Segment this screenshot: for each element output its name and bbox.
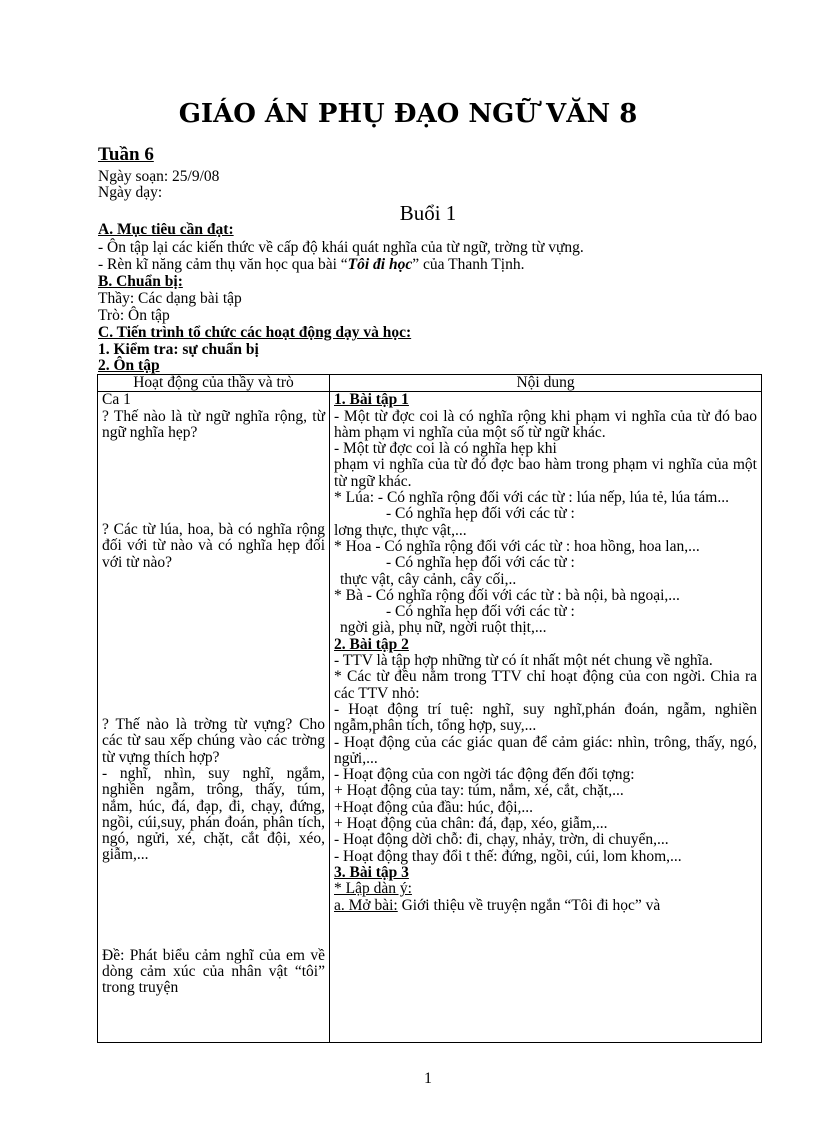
grandmother-narrow: - Có nghĩa hẹp đối với các từ : (386, 603, 575, 621)
question-3-words: - nghĩ, nhìn, suy nghĩ, ngắm, nghiền ngẫm, trông, thấy, túm, nắm, húc, đá, đạp, đi, chạy, đứng, ngồi, cúi,suy, phán đoán, phân tích, ngó, ngửi, xé, chặt, cắt đội, xéo, giẫm,... (102, 764, 325, 864)
exercise-3-heading: 3. Bài tập 3 (334, 863, 409, 881)
flower-narrow: - Có nghĩa hẹp đối với các từ : (386, 554, 575, 572)
teaching-date: Ngày dạy: (98, 184, 163, 201)
lesson-table (97, 374, 762, 1043)
question-1: ? Thế nào là từ ngữ nghĩa rộng, từ ngữ nghĩa hẹp? (102, 407, 325, 441)
shift-label: Ca 1 (102, 391, 131, 409)
student-preparation: Trò: Ôn tập (98, 307, 170, 324)
rice-broad: * Lúa: - Có nghĩa rộng đối với các từ : lúa nếp, lúa tẻ, lúa tám... (334, 489, 729, 507)
grandmother-broad: * Bà - Có nghĩa rộng đối với các từ : bà nội, bà ngoại,... (334, 586, 680, 604)
objective-line-2 (98, 257, 524, 273)
foot-activity: + Hoạt động của chân: đá, đạp, xéo, giẫm,... (334, 815, 608, 833)
semantic-field-definition: - TTV là tập hợp những từ có ít nhất một nét chung về nghĩa. (334, 652, 713, 670)
question-2: ? Các từ lúa, hoa, bà có nghĩa rộng đối với từ nào và có nghĩa hẹp đối với từ nào? (102, 521, 325, 571)
rice-narrow-words: lơng thực, thực vật,... (334, 521, 467, 539)
objective-line-2-post: ” của Thanh Tịnh. (412, 256, 525, 273)
content-cell (330, 392, 762, 1043)
teacher-preparation: Thầy: Các dạng bài tập (98, 290, 242, 307)
document-title: GIÁO ÁN PHỤ ĐẠO NGỮ VĂN 8 (178, 99, 638, 129)
broad-meaning-definition: - Một từ đợc coi là có nghĩa rộng khi phạm vi nghĩa của từ đó bao hàm phạm vi nghĩa của một số từ ngữ khác. (334, 407, 757, 441)
session-heading: Buổi 1 (399, 201, 457, 225)
objective-line-2-pre: - Rèn kĩ năng cảm thụ văn học qua bài “ (98, 256, 348, 273)
exercise-2-heading: 2. Bài tập 2 (334, 635, 409, 653)
essay-prompt: Đề: Phát biểu cảm nghĩ của em về dòng cảm xúc của nhân vật “tôi” trong truyện (102, 946, 325, 997)
grandmother-narrow-words: ngời già, phụ nữ, ngời ruột thịt,... (340, 619, 547, 637)
table-row (98, 392, 762, 1043)
section-c-heading: C. Tiến trình tổ chức các hoạt động dạy và học: (98, 324, 412, 341)
page-number: 1 (424, 1070, 432, 1087)
hand-activity: + Hoạt động của tay: túm, nắm, xé, cắt, chặt,... (334, 782, 624, 800)
semantic-field-note: * Các từ đều nằm trong TTV chỉ hoạt động của con ngời. Chia ra các TTV nhỏ: (334, 668, 757, 702)
flower-broad: * Hoa - Có nghĩa rộng đối với các từ : hoa hồng, hoa lan,... (334, 537, 700, 555)
step-2-review: 2. Ôn tập (98, 357, 160, 374)
posture-activity: - Hoạt động thay đổi t thế: đứng, ngồi, cúi, lom khom,... (334, 847, 682, 865)
table-header-row (98, 375, 762, 392)
exercise-1-heading: 1. Bài tập 1 (334, 391, 409, 409)
section-b-heading: B. Chuẩn bị: (98, 273, 183, 290)
header-teacher-student: Hoạt động của thầy và trò (98, 375, 330, 392)
outline-label: * Lập dàn ý: (334, 880, 412, 898)
movement-activity: - Hoạt động dời chỗ: đi, chạy, nhảy, trờn, di chuyển,... (334, 831, 669, 849)
head-activity: +Hoạt động của đầu: húc, đội,... (334, 798, 534, 816)
sensory-activity: - Hoạt động của các giác quan để cảm giác: nhìn, trông, thấy, ngó, ngửi,... (334, 733, 757, 767)
introduction-label: a. Mở bài: (334, 896, 398, 914)
section-a-heading: A. Mục tiêu cần đạt: (98, 221, 234, 238)
objective-line-1: - Ôn tập lại các kiến thức về cấp độ khái quát nghĩa của từ ngữ, trờng từ vựng. (98, 239, 584, 256)
intellectual-activity: - Hoạt động trí tuệ: nghĩ, suy nghĩ,phán đoán, ngẫm, nghiền ngẫm,phân tích, tổng hợp, suy,... (334, 700, 757, 735)
teacher-student-cell (98, 392, 330, 1043)
step-1-check: 1. Kiểm tra: sự chuẩn bị (98, 341, 259, 358)
introduction-text: Giới thiệu về truyện ngắn “Tôi đi học” và (397, 896, 661, 914)
header-content: Nội dung (330, 375, 762, 392)
preparation-date: Ngày soạn: 25/9/08 (98, 168, 220, 185)
week-heading: Tuần 6 (98, 144, 154, 165)
rice-narrow: - Có nghĩa hẹp đối với các từ : (386, 505, 575, 523)
introduction-line (334, 898, 757, 914)
flower-narrow-words: thực vật, cây cảnh, cây cối,.. (340, 570, 517, 588)
narrow-meaning-definition-a: - Một từ đợc coi là có nghĩa hẹp khi (334, 440, 557, 458)
question-3: ? Thế nào là trờng từ vựng? Cho các từ sau xếp chúng vào các trờng từ vựng thích hợp? (102, 716, 325, 766)
narrow-meaning-definition-b: phạm vi nghĩa của từ đó đợc bao hàm trong phạm vi nghĩa của một từ ngữ khác. (334, 456, 757, 490)
object-activity: - Hoạt động của con ngời tác động đến đối tợng: (334, 766, 635, 784)
story-title: Tôi đi học (347, 256, 413, 273)
